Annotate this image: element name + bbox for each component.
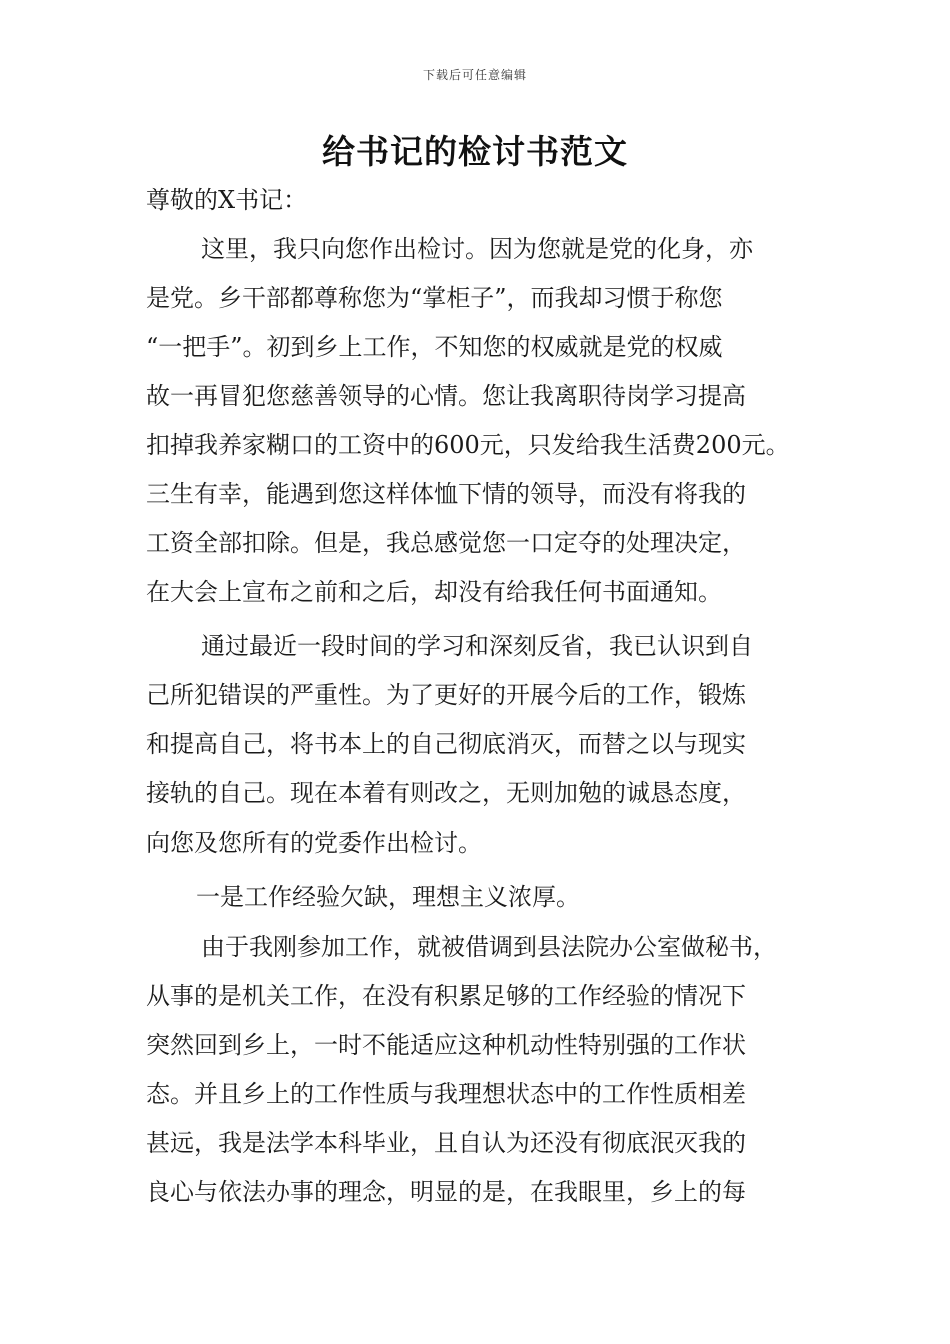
paragraph-2-line-2: 己所犯错误的严重性。为了更好的开展今后的工作，锻炼 [146,681,746,709]
paragraph-1-line-4: 故一再冒犯您慈善领导的心情。您让我离职待岗学习提高 [146,382,746,410]
paragraph-3-line-1: 由于我刚参加工作，就被借调到县法院办公室做秘书， [201,933,777,961]
paragraph-2-line-3: 和提高自己，将书本上的自己彻底消灭，而替之以与现实 [146,730,746,758]
section-heading-1: 一是工作经验欠缺，理想主义浓厚。 [196,883,580,911]
paragraph-2-line-4: 接轨的自己。现在本着有则改之，无则加勉的诚恳态度， [146,779,746,807]
paragraph-3-line-4: 态。并且乡上的工作性质与我理想状态中的工作性质相差 [146,1080,746,1108]
paragraph-1-line-5: 扣掉我养家糊口的工资中的600元，只发给我生活费200元。 [146,431,790,459]
paragraph-3-line-6: 良心与依法办事的理念，明显的是，在我眼里，乡上的每 [146,1178,746,1206]
paragraph-2-line-5: 向您及您所有的党委作出检讨。 [146,829,482,857]
document-title: 给书记的检讨书范文 [322,132,628,171]
paragraph-3-line-3: 突然回到乡上，一时不能适应这种机动性特别强的工作状 [146,1031,746,1059]
paragraph-1-line-8: 在大会上宣布之前和之后，却没有给我任何书面通知。 [146,578,722,606]
paragraph-3-line-5: 甚远，我是法学本科毕业，且自认为还没有彻底泯灭我的 [146,1129,746,1157]
paragraph-1-line-1: 这里，我只向您作出检讨。因为您就是党的化身，亦 [201,235,753,263]
paragraph-1-line-7: 工资全部扣除。但是，我总感觉您一口定夺的处理决定， [146,529,746,557]
paragraph-1-line-6: 三生有幸，能遇到您这样体恤下情的领导，而没有将我的 [146,480,746,508]
salutation-line: 尊敬的X书记： [146,186,308,214]
paragraph-1-line-2: 是党。乡干部都尊称您为“掌柜子”，而我却习惯于称您 [146,284,723,312]
paragraph-3-line-2: 从事的是机关工作，在没有积累足够的工作经验的情况下 [146,982,746,1010]
paragraph-2-line-1: 通过最近一段时间的学习和深刻反省，我已认识到自 [201,632,753,660]
page-header-note: 下载后可任意编辑 [422,68,527,82]
paragraph-1-line-3: “一把手”。初到乡上工作，不知您的权威就是党的权威 [146,333,723,361]
